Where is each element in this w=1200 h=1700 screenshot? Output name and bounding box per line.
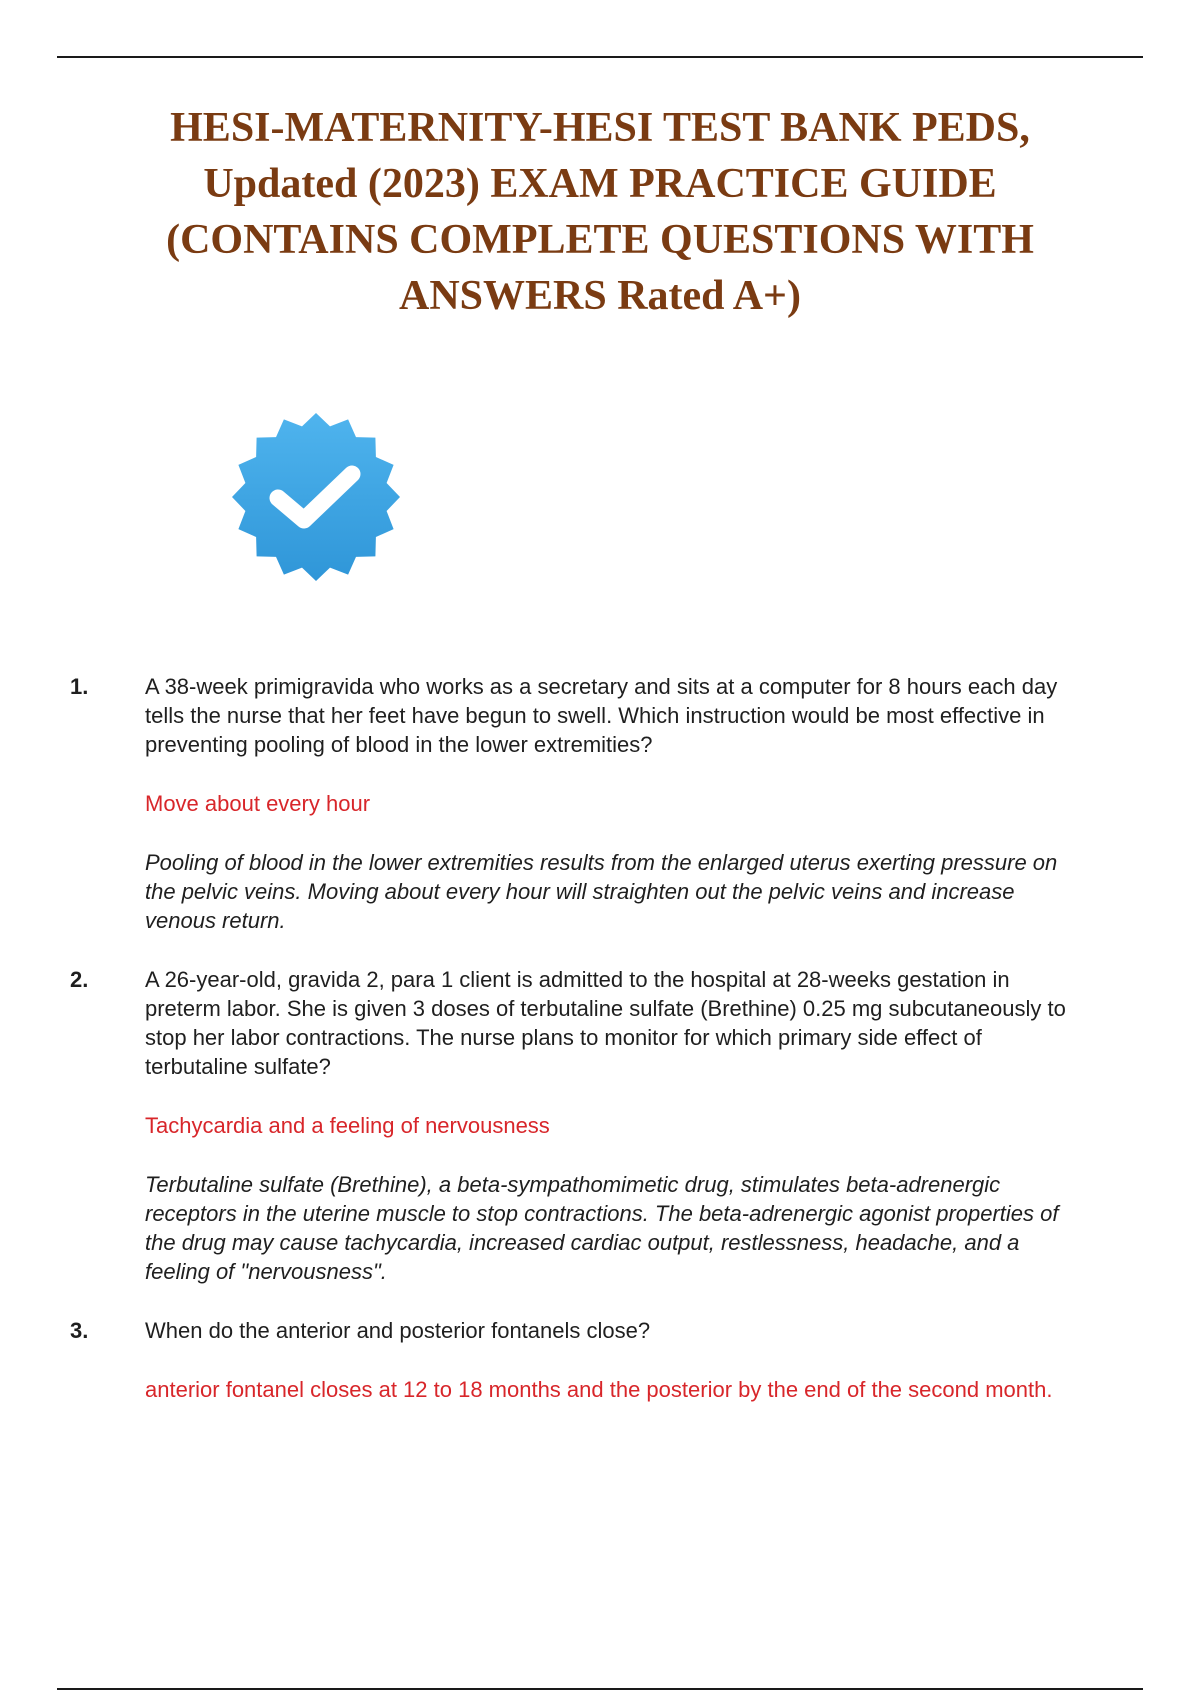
question-list [70, 672, 1080, 1434]
question-item [70, 672, 1080, 935]
answer-text: Move about every hour [145, 791, 371, 816]
question-number: 1. [70, 674, 89, 699]
question-body [145, 672, 1080, 935]
document-title: HESI-MATERNITY-HESI TEST BANK PEDS, Updated (2023) EXAM PRACTICE GUIDE (CONTAINS COMPLETE QUESTIONS WITH ANSWERS Rated A+) [166, 105, 1034, 319]
question-body [145, 1316, 1080, 1404]
question-text: A 26-year-old, gravida 2, para 1 client is admitted to the hospital at 28-weeks gestation in preterm labor. She is given 3 doses of terbutaline sulfate (Brethine) 0.25 mg subcutaneously to stop her labor contractions. The nurse plans to monitor for which primary side effect of terbutaline sulfate? [145, 967, 1066, 1079]
question-item [70, 965, 1080, 1286]
answer-text: anterior fontanel closes at 12 to 18 months and the posterior by the end of the second month. [145, 1377, 1053, 1402]
question-number: 2. [70, 967, 89, 992]
question-text: A 38-week primigravida who works as a secretary and sits at a computer for 8 hours each day tells the nurse that her feet have begun to swell. Which instruction would be most effective in preventing pooling of blood in the lower extremities? [145, 674, 1058, 757]
question-number: 3. [70, 1318, 89, 1343]
bottom-divider [57, 1688, 1143, 1690]
explanation-text: Pooling of blood in the lower extremities results from the enlarged uterus exerting pressure on the pelvic veins. Moving about every hour will straighten out the pelvic veins and increase venous return. [145, 850, 1058, 933]
question-text: When do the anterior and posterior fontanels close? [145, 1318, 651, 1343]
question-body [145, 965, 1080, 1286]
top-divider [57, 56, 1143, 58]
answer-text: Tachycardia and a feeling of nervousness [145, 1113, 550, 1138]
question-item [70, 1316, 1080, 1404]
verified-badge-svg [218, 412, 414, 582]
verified-checkmark-icon [218, 412, 414, 582]
explanation-text: Terbutaline sulfate (Brethine), a beta-sympathomimetic drug, stimulates beta-adrenergic receptors in the uterine muscle to stop contractions. The beta-adrenergic agonist properties of the drug may cause tachycardia, increased cardiac output, restlessness, headache, and a feeling of "nervousness". [145, 1172, 1059, 1284]
